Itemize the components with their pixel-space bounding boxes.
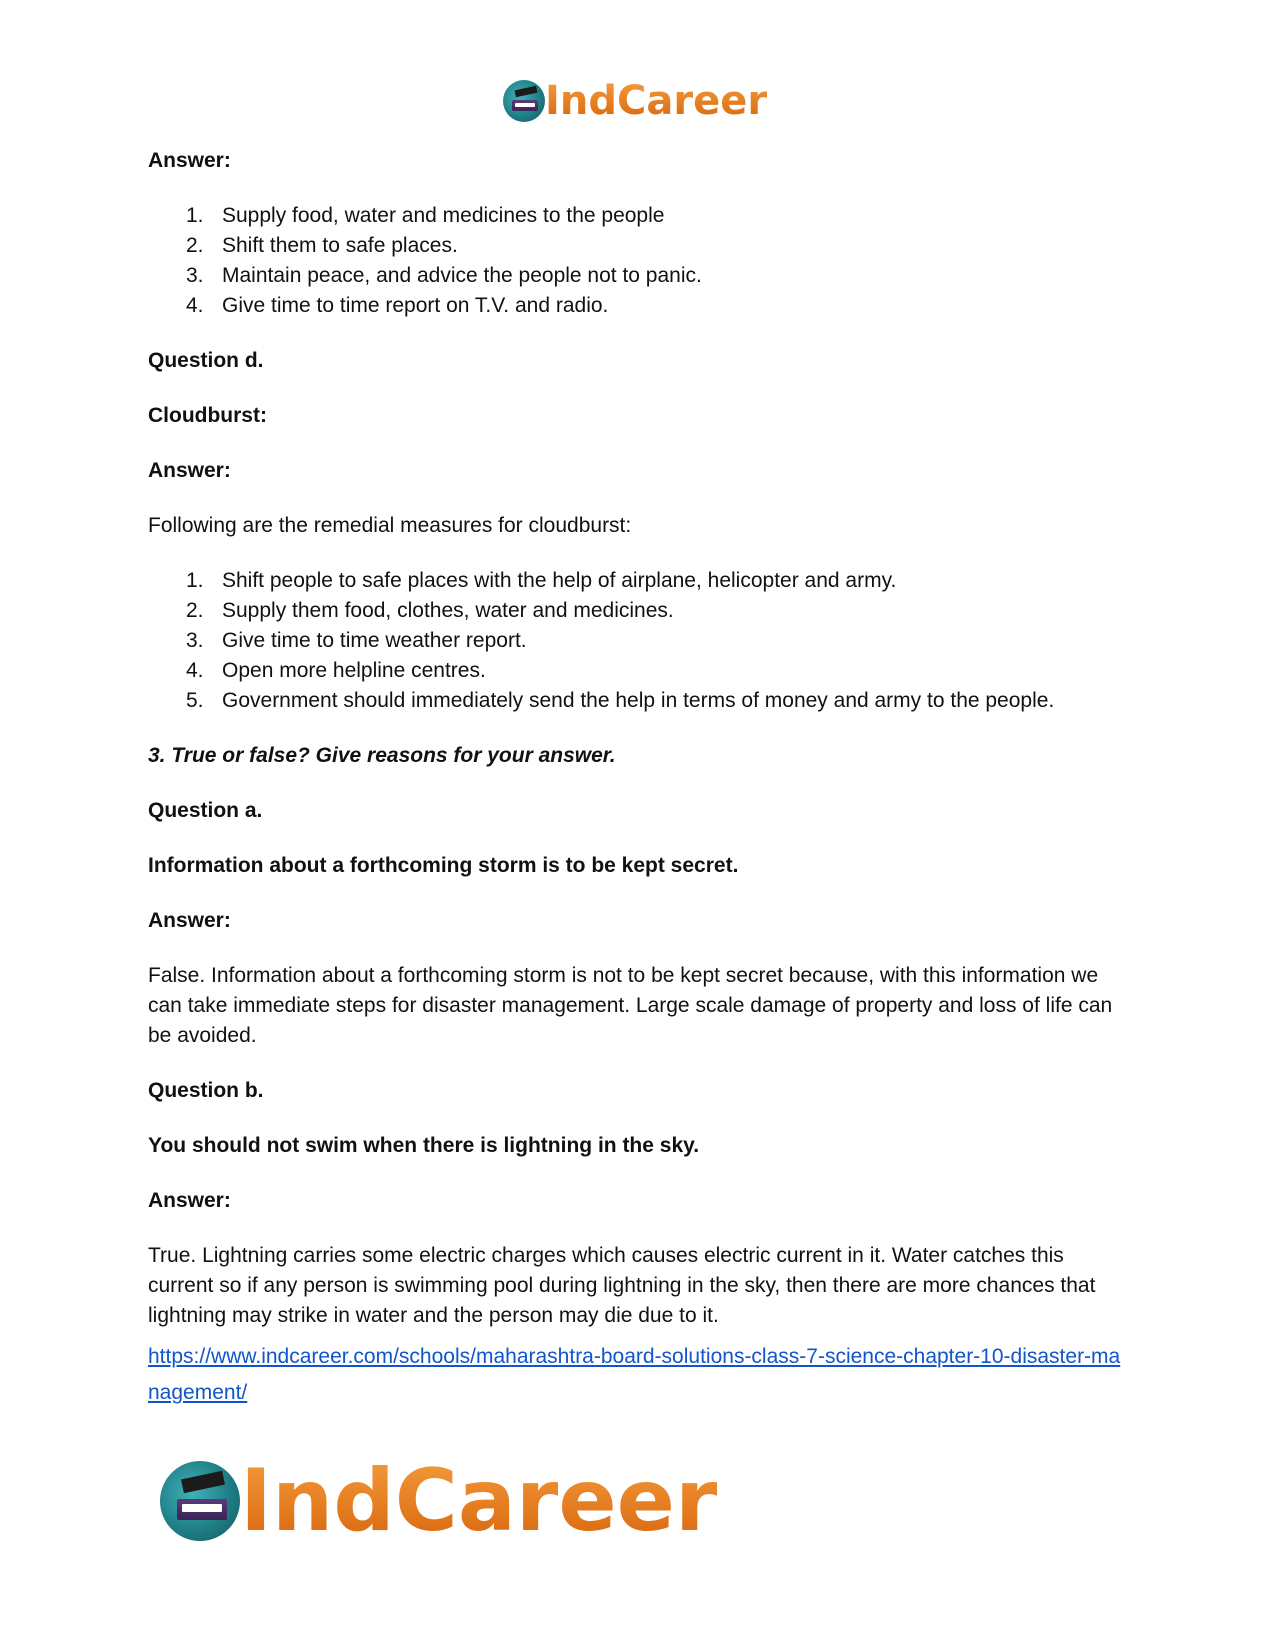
- question-heading: Question a.: [148, 799, 263, 822]
- list-item: 2. Supply them food, clothes, water and medicines.: [186, 599, 674, 622]
- list-item: 1. Shift people to safe places with the help of airplane, helicopter and army.: [186, 569, 897, 592]
- document-body: [148, 146, 1128, 1411]
- remedial-measures-list: [148, 566, 1128, 716]
- answer-heading: Answer:: [148, 459, 231, 482]
- paragraph: False. Information about a forthcoming storm is not to be kept secret because, with this information we can take immediate steps for disaster management. Large scale damage of property and loss of life can be avoided.: [148, 964, 1113, 1047]
- header-logo-text: IndCareer: [545, 78, 768, 124]
- paragraph: Following are the remedial measures for cloudburst:: [148, 514, 632, 537]
- section-heading: 3. True or false? Give reasons for your answer.: [148, 744, 616, 767]
- list-item: 5. Government should immediately send the help in terms of money and army to the people.: [186, 689, 1055, 712]
- list-item: 3. Maintain peace, and advice the people not to panic.: [186, 264, 702, 287]
- answer-heading: Answer:: [148, 1189, 231, 1212]
- footer-logo: [160, 1451, 718, 1551]
- source-link[interactable]: https://www.indcareer.com/schools/maharashtra-board-solutions-class-7-science-chapter-10-disaster-management/: [148, 1345, 1121, 1404]
- graduation-cap-book-icon: [503, 80, 545, 122]
- footer-logo-text: IndCareer: [240, 1451, 718, 1551]
- relief-measures-list: [148, 201, 1128, 321]
- question-statement: Information about a forthcoming storm is to be kept secret.: [148, 854, 739, 877]
- question-topic: Cloudburst:: [148, 404, 267, 427]
- question-heading: Question b.: [148, 1079, 264, 1102]
- question-heading: Question d.: [148, 349, 264, 372]
- list-item: 3. Give time to time weather report.: [186, 629, 527, 652]
- answer-heading: Answer:: [148, 909, 231, 932]
- header-logo: [503, 80, 767, 122]
- graduation-cap-book-icon: [160, 1461, 240, 1541]
- list-item: 4. Give time to time report on T.V. and radio.: [186, 294, 609, 317]
- question-statement: You should not swim when there is lightning in the sky.: [148, 1134, 700, 1157]
- list-item: 1. Supply food, water and medicines to the people: [186, 204, 665, 227]
- list-item: 2. Shift them to safe places.: [186, 234, 458, 257]
- answer-heading: Answer:: [148, 149, 231, 172]
- list-item: 4. Open more helpline centres.: [186, 659, 486, 682]
- paragraph: True. Lightning carries some electric charges which causes electric current in it. Water catches this current so if any person is swimming pool during lightning in the sky, then there are more chances that lightning may strike in water and the person may die due to it.: [148, 1244, 1096, 1327]
